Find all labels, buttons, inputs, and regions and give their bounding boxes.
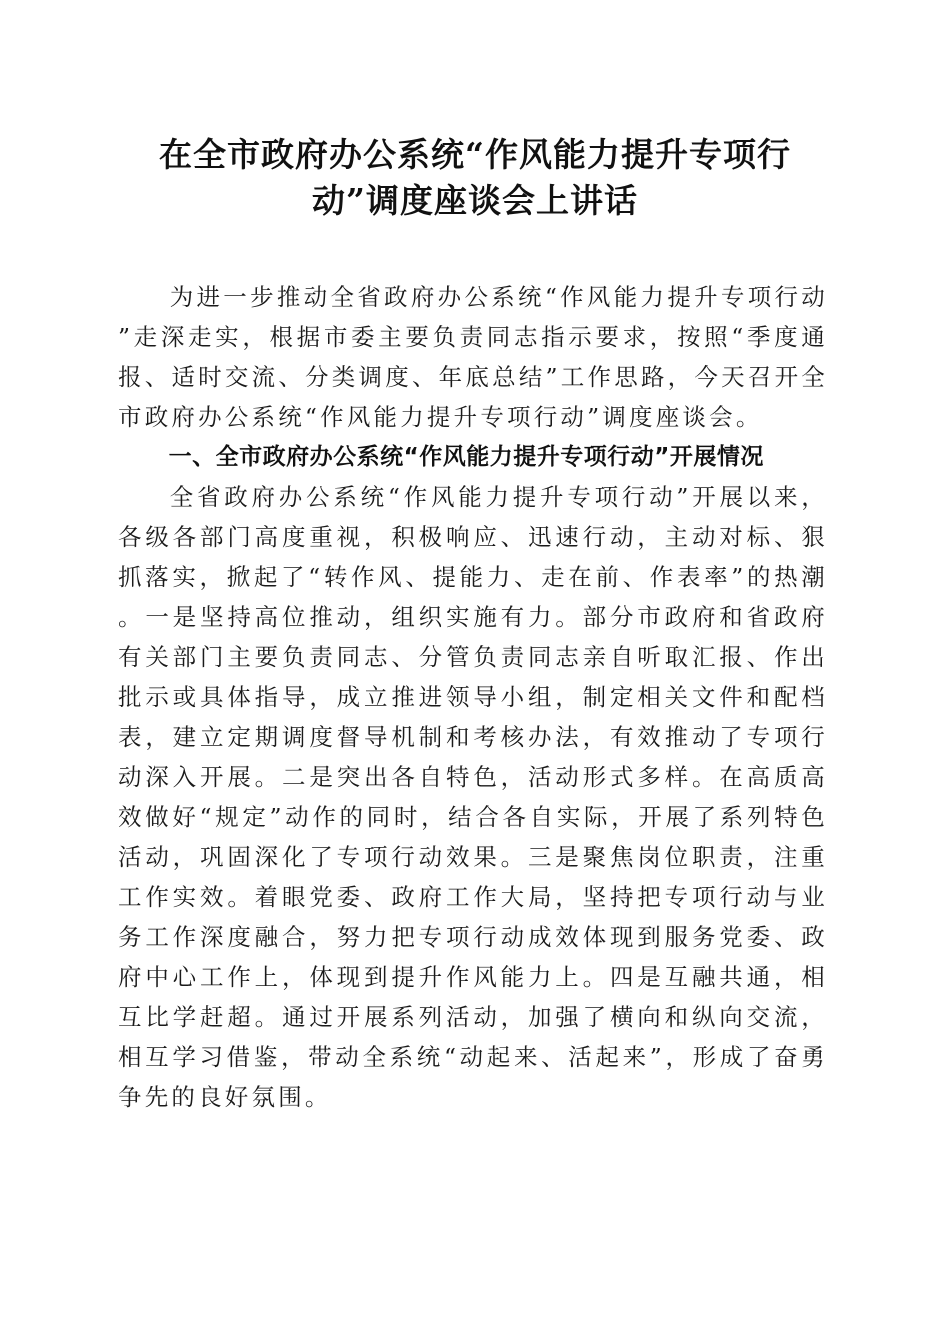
- section-paragraph: 全省政府办公系统“作风能力提升专项行动”开展以来，各级各部门高度重视，积极响应、迅速行动，主动对标、狠抓落实，掀起了“转作风、提能力、走在前、作表率”的热潮。一是坚持高位推动，组织实施有力。部分市政府和省政府有关部门主要负责同志、分管负责同志亲自听取汇报、作出批示或具体指导，成立推进领导小组，制定相关文件和配档表，建立定期调度督导机制和考核办法，有效推动了专项行动深入开展。二是突出各自特色，活动形式多样。在高质高效做好“规定”动作的同时，结合各自实际，开展了系列特色活动，巩固深化了专项行动效果。三是聚焦岗位职责，注重工作实效。着眼党委、政府工作大局，坚持把专项行动与业务工作深度融合，努力把专项行动成效体现到服务党委、政府中心工作上，体现到提升作风能力上。四是互融共通，相互比学赶超。通过开展系列活动，加强了横向和纵向交流，相互学习借鉴，带动全系统“动起来、活起来”，形成了奋勇争先的良好氛围。: [118, 483, 828, 1111]
- document-body: [118, 277, 828, 1117]
- intro-paragraph: 为进一步推动全省政府办公系统“作风能力提升专项行动”走深走实，根据市委主要负责同志指示要求，按照“季度通报、适时交流、分类调度、年底总结”工作思路，今天召开全市政府办公系统“作风能力提升专项行动”调度座谈会。: [118, 283, 828, 431]
- document-title: 在全市政府办公系统“作风能力提升专项行动”调度座谈会上讲话: [159, 135, 791, 220]
- section-heading: 一、全市政府办公系统“作风能力提升专项行动”开展情况: [168, 444, 764, 470]
